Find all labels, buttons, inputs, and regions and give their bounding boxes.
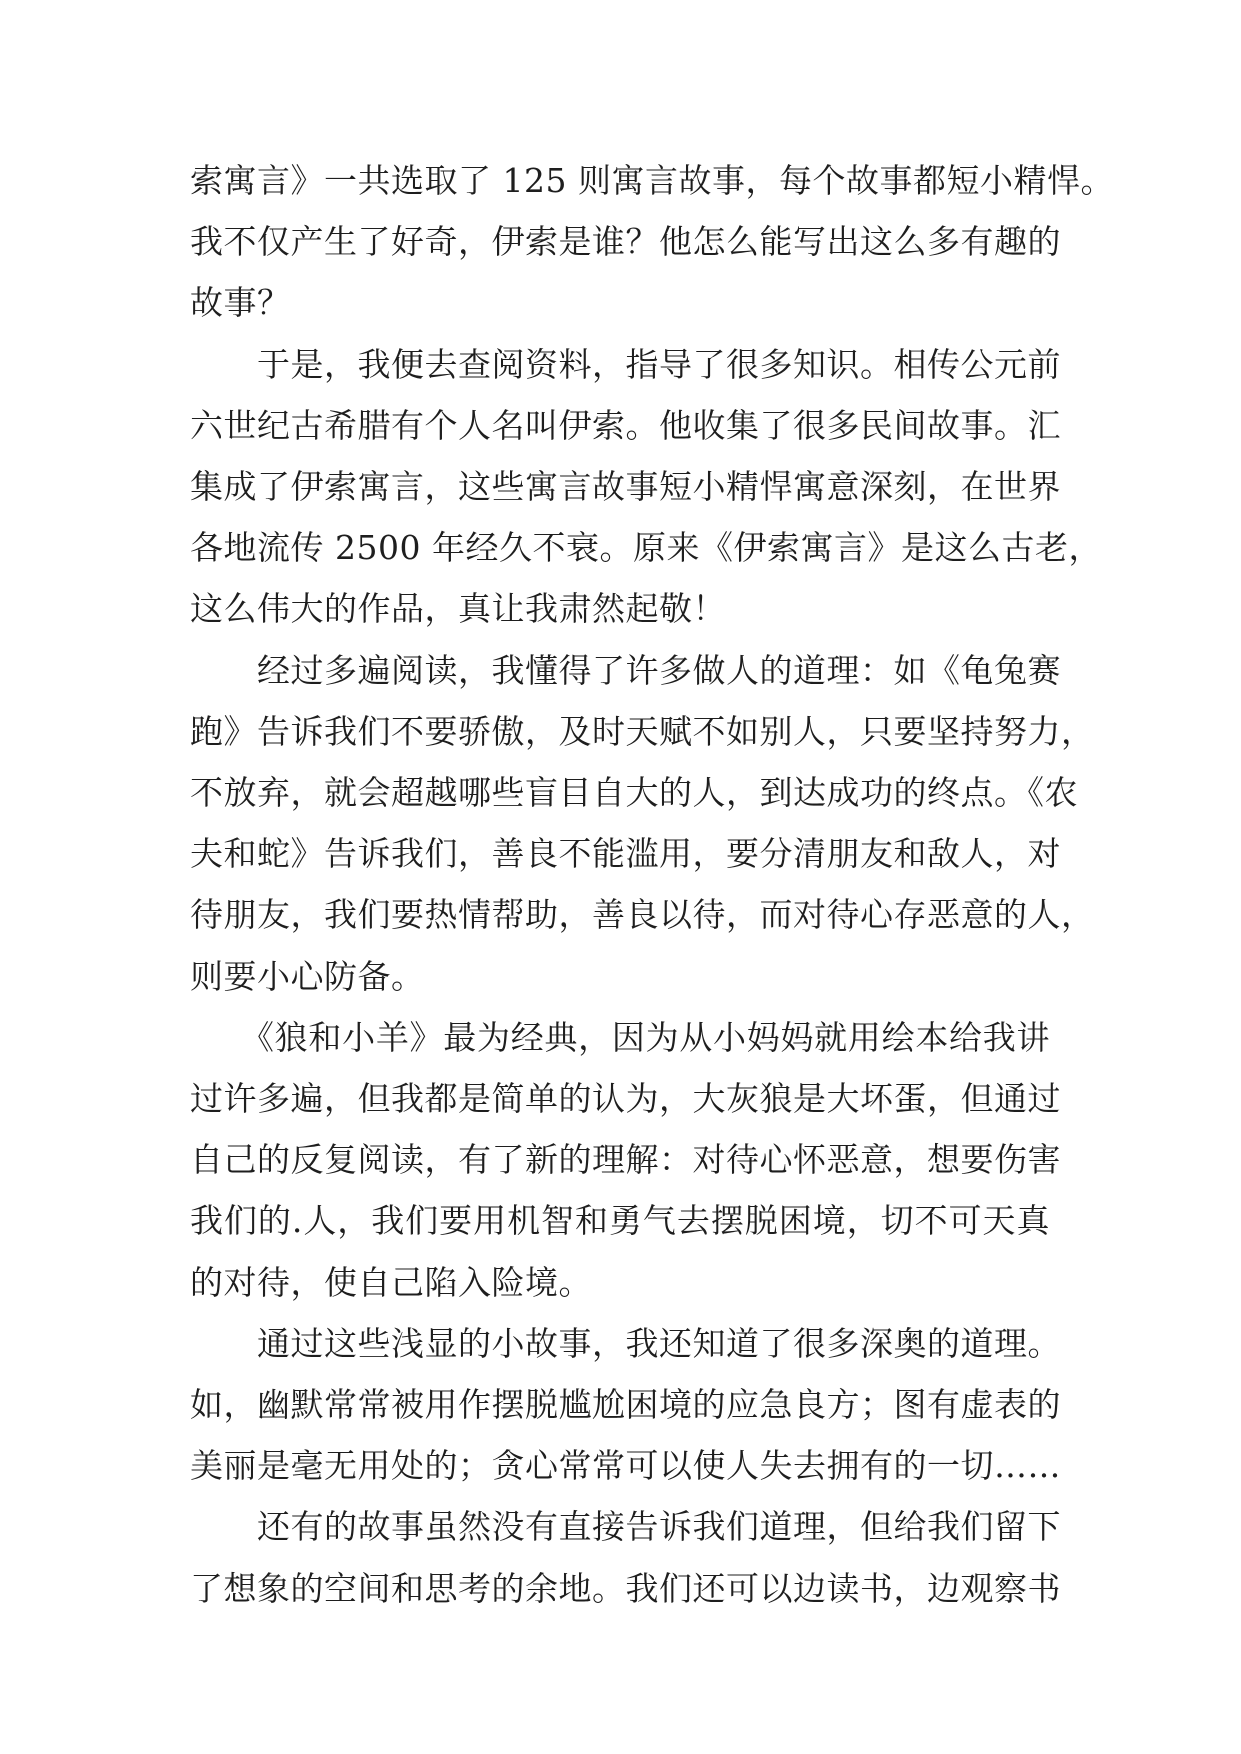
paragraph-4 <box>190 1007 1061 1313</box>
text-line: 过许多遍，但我都是简单的认为，大灰狼是大坏蛋，但通过 <box>190 1079 1061 1119</box>
text-line: 自己的反复阅读，有了新的理解：对待心怀恶意，想要伤害 <box>190 1140 1061 1180</box>
text-line: 夫和蛇》告诉我们，善良不能滥用，要分清朋友和敌人，对 <box>190 834 1061 874</box>
paragraph-3 <box>190 640 1095 1007</box>
text-line: 跑》告诉我们不要骄傲，及时天赋不如别人，只要坚持努力， <box>190 711 1095 751</box>
document-body <box>190 150 1114 1619</box>
text-line: 集成了伊索寓言，这些寓言故事短小精悍寓意深刻，在世界 <box>190 467 1061 507</box>
text-line: 通过这些浅显的小故事，我还知道了很多深奥的道理。 <box>190 1323 1061 1363</box>
text-line: 故事？ <box>190 283 291 323</box>
paragraph-1 <box>190 150 1114 334</box>
text-line: 还有的故事虽然没有直接告诉我们道理，但给我们留下 <box>190 1507 1061 1547</box>
text-line: 《狼和小羊》最为经典，因为从小妈妈就用绘本给我讲 <box>190 1017 1050 1057</box>
text-line: 经过多遍阅读，我懂得了许多做人的道理：如《龟兔赛 <box>190 650 1061 690</box>
text-line: 六世纪古希腊有个人名叫伊索。他收集了很多民间故事。汇 <box>190 405 1061 445</box>
text-line: 这么伟大的作品，真让我肃然起敬！ <box>190 589 726 629</box>
text-line: 不放弃，就会超越哪些盲目自大的人，到达成功的终点。《农 <box>190 773 1078 813</box>
paragraph-6 <box>190 1496 1061 1618</box>
text-line: 如，幽默常常被用作摆脱尴尬困境的应急良方；图有虚表的 <box>190 1385 1061 1425</box>
text-line: 待朋友，我们要热情帮助，善良以待，而对待心存恶意的人， <box>190 895 1095 935</box>
paragraph-2 <box>190 334 1102 640</box>
text-line: 了想象的空间和思考的余地。我们还可以边读书，边观察书 <box>190 1568 1061 1608</box>
text-line: 我们的.人，我们要用机智和勇气去摆脱困境，切不可天真 <box>190 1201 1050 1241</box>
text-line: 索寓言》一共选取了 125 则寓言故事，每个故事都短小精悍。 <box>190 161 1114 200</box>
text-line: 的对待，使自己陷入险境。 <box>190 1262 592 1302</box>
text-line: 我不仅产生了好奇，伊索是谁？他怎么能写出这么多有趣的 <box>190 222 1061 262</box>
text-line: 于是，我便去查阅资料，指导了很多知识。相传公元前 <box>190 344 1061 384</box>
text-line: 则要小心防备。 <box>190 956 425 996</box>
text-line: 各地流传 2500 年经久不衰。原来《伊索寓言》是这么古老， <box>190 528 1102 568</box>
text-line: 美丽是毫无用处的；贪心常常可以使人失去拥有的一切…… <box>190 1446 1061 1486</box>
paragraph-5 <box>190 1313 1061 1497</box>
